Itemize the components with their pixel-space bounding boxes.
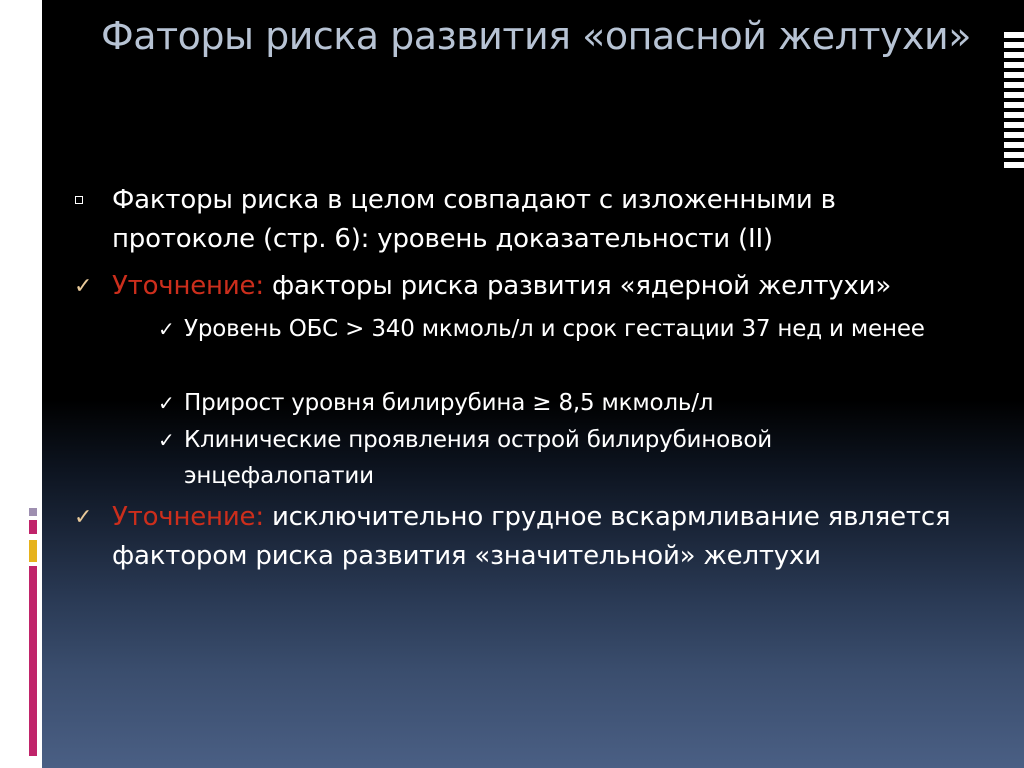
check-icon: ✓ (74, 274, 93, 299)
list-item (112, 267, 972, 306)
list-item-text: факторы риска развития «ядерной желтухи» (263, 271, 892, 301)
check-icon: ✓ (74, 505, 93, 530)
list-item (184, 385, 944, 421)
check-icon: ✓ (158, 428, 175, 452)
slide-title: Фаторы риска развития «опасной желтухи» (101, 14, 971, 58)
list-item-text: Клинические проявления острой билирубиновой энцефалопатии (184, 427, 772, 489)
square-icon (75, 196, 83, 204)
list-item (112, 181, 972, 259)
check-icon: ✓ (158, 317, 175, 341)
list-item-label: Уточнение: (112, 271, 264, 301)
list-item (112, 498, 972, 576)
list-item-text: Прирост уровня билирубина ≥ 8,5 мкмоль/л (184, 390, 714, 416)
list-item-text: исключительно грудное вскармливание является фактором риска развития «значительной» желтухи (112, 502, 951, 571)
list-item (184, 311, 944, 347)
list-item-label: Уточнение: (112, 502, 264, 532)
list-item-text: Уровень ОБС > 340 мкмоль/л и срок гестации 37 нед и менее (184, 316, 925, 342)
list-item (184, 422, 944, 494)
check-icon: ✓ (158, 391, 175, 415)
list-item-text: Факторы риска в целом совпадают с изложенными в протоколе (стр. 6): уровень доказательности (II) (112, 185, 836, 254)
